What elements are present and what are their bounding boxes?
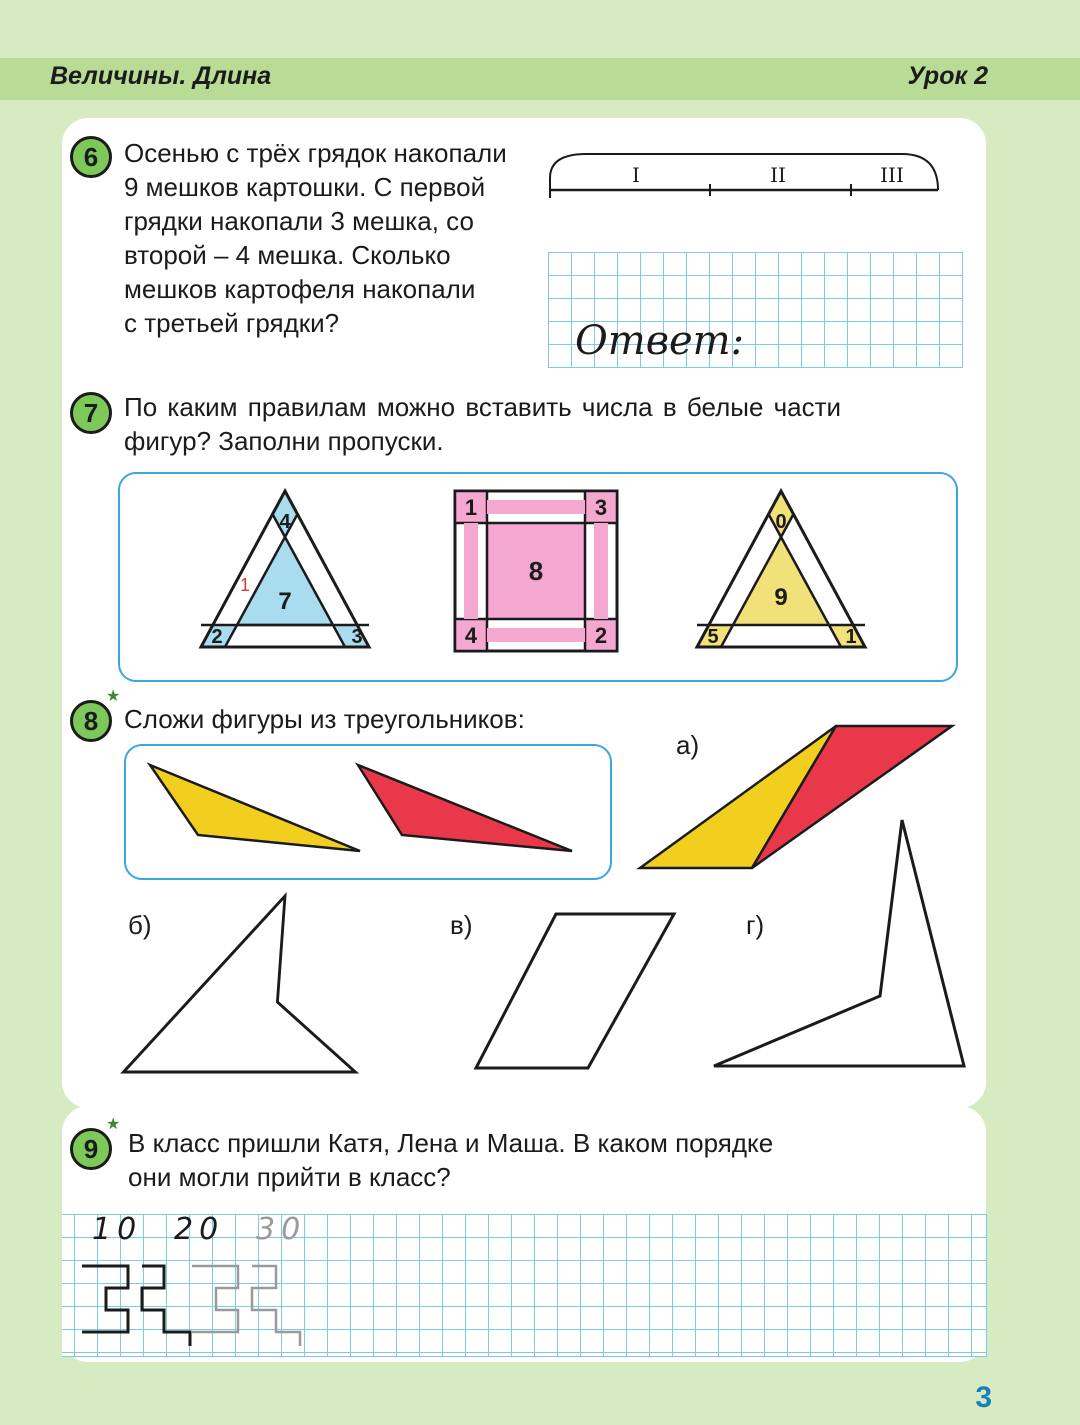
task-7-badge: 7 (70, 392, 112, 434)
figure-a-label: а) (676, 730, 700, 760)
section-title: Величины. Длина (50, 62, 272, 90)
task-9-line: они могли прийти в класс? (128, 1162, 451, 1192)
star-icon: ★ (106, 688, 121, 705)
task-6-line: 9 мешков картошки. С первой (124, 172, 486, 202)
copy-number-30: 30 (256, 1212, 307, 1247)
answer-label: Ответ: (575, 318, 745, 364)
fig2-bl-number: 4 (464, 623, 478, 648)
task-6-text (124, 136, 534, 340)
figure-v-outline (470, 908, 690, 1078)
task-6-badge: 6 (70, 136, 112, 178)
task-9-text (128, 1126, 948, 1194)
copy-number-20: 20 (174, 1212, 225, 1247)
figure-g-label: г) (746, 910, 765, 940)
copy-number-10: 10 (92, 1212, 143, 1247)
segment-label-3: III (880, 163, 904, 187)
task-7-line: По каким правилам можно вставить числа в белые части (124, 392, 842, 422)
fig1-top-number: 4 (279, 511, 291, 533)
copy-pattern (80, 1262, 310, 1362)
task-8-badge: 8 (70, 700, 112, 742)
task-7-line: фигур? Заполни пропуски. (124, 426, 444, 456)
fig3-center-number: 9 (774, 584, 788, 611)
triangle-pieces (140, 755, 600, 865)
fig3-right-number: 1 (845, 626, 857, 648)
star-icon: ★ (106, 1116, 121, 1133)
page-number: 3 (975, 1381, 992, 1414)
task-6-line: второй – 4 мешка. Сколько (124, 240, 451, 270)
figure-square-pink (452, 488, 622, 656)
fig1-right-number: 3 (351, 626, 363, 648)
task-6-line: с третьей грядки? (124, 308, 340, 338)
fig1-left-number: 2 (211, 626, 223, 648)
segment-label-2: II (770, 163, 786, 187)
task-9-badge: 9 (70, 1128, 112, 1170)
task-6-line: Осенью с трёх грядок накопали (124, 138, 507, 168)
fig2-center-number: 8 (528, 556, 544, 586)
fig2-br-number: 2 (594, 623, 608, 648)
fig2-tr-number: 3 (594, 495, 608, 520)
figure-triangle-yellow (685, 485, 885, 660)
fig1-side-mark: 1 (239, 575, 251, 595)
figure-v-label: в) (450, 910, 473, 940)
lesson-title: Урок 2 (907, 62, 988, 90)
fig1-center-number: 7 (278, 588, 292, 615)
figure-b-label: б) (128, 910, 152, 940)
figure-g-outline (706, 816, 968, 1072)
fig2-tl-number: 1 (464, 495, 478, 520)
task-9-line: В класс пришли Катя, Лена и Маша. В каком порядке (128, 1128, 774, 1158)
segment-label-1: I (632, 163, 640, 187)
task-7-text (124, 390, 944, 458)
task-8-text: Сложи фигуры из треугольников: (124, 704, 525, 734)
segment-diagram (546, 148, 946, 208)
task-6-line: грядки накопали 3 мешка, со (124, 206, 474, 236)
fig3-left-number: 5 (707, 626, 719, 648)
figure-triangle-blue (195, 485, 395, 660)
fig3-top-number: 0 (775, 511, 787, 533)
task-6-line: мешков картофеля накопали (124, 274, 476, 304)
figure-b-outline (120, 890, 340, 1080)
